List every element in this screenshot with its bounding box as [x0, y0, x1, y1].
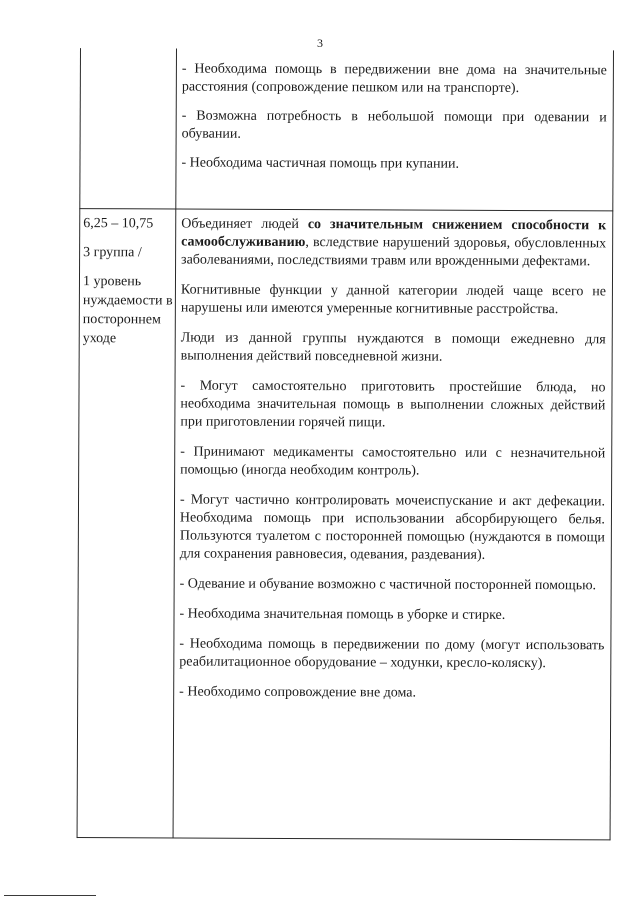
text-run: - Необходима значительная помощь в уборке и стирке.	[179, 606, 506, 623]
group-label: 3 группа /	[83, 245, 142, 261]
group-description-cell	[179, 216, 606, 716]
page-number: 3	[317, 36, 323, 50]
score-range: 6,25 – 10,75	[83, 216, 154, 232]
text-run: Люди из данной группы нуждаются в помощи ежедневно для выполнения действий повседневной жизни.	[180, 330, 606, 365]
table-row-divider	[79, 208, 613, 211]
description-paragraph	[181, 216, 606, 272]
text-run: - Могут самостоятельно приготовить простейшие блюда, но необходима значительная помощь в выполнении сложных действий при приготовлении горячей пищи.	[180, 378, 606, 431]
description-paragraph	[180, 444, 605, 482]
description-paragraph	[181, 155, 606, 175]
description-paragraph	[179, 606, 604, 626]
group-cell	[83, 214, 180, 358]
care-level-label: 1 уровень нуждаемости в постороннем уходе	[82, 274, 173, 347]
footnote-rule	[4, 895, 96, 896]
description-paragraph	[179, 684, 604, 704]
description-paragraph	[179, 636, 604, 674]
text-run: - Необходимо сопровождение вне дома.	[179, 684, 417, 701]
text-run: Когнитивные функции у данной категории людей чаще всего не нарушены или имеются умеренные когнитивные расстройства.	[180, 282, 606, 318]
description-paragraph	[180, 576, 605, 596]
table-column-divider	[173, 48, 177, 838]
description-paragraph	[180, 492, 605, 566]
description-paragraph	[182, 61, 607, 99]
assessment-table	[61, 48, 619, 850]
text-run: - Необходима помощь в передвижении вне дома на значительные расстояния (сопровождение пешком или на транспорте).	[181, 61, 607, 96]
upper-description-cell	[181, 61, 607, 186]
description-paragraph	[182, 108, 607, 146]
text-run: - Одевание и обувание возможно с частичной посторонней помощью.	[179, 576, 597, 594]
description-paragraph	[180, 378, 605, 434]
table-border-right	[610, 50, 614, 840]
text-run: - Принимают медикаменты самостоятельно или с незначительной помощью (иногда необходим контроль).	[180, 444, 606, 479]
description-paragraph	[181, 282, 606, 320]
table-border-bottom	[77, 837, 611, 840]
text-run: - Необходима частичная помощь при купании.	[181, 155, 460, 172]
text-run: Объединяет людей	[181, 216, 308, 233]
table-border-left	[77, 48, 81, 838]
text-run: - Необходима помощь в передвижении по дому (могут использовать реабилитационное оборудование – ходунки, кресло-коляску).	[179, 636, 605, 672]
text-run: - Возможна потребность в небольшой помощи при одевании и обувании.	[181, 108, 607, 142]
text-run: , вследствие нарушений здоровья, обусловленных заболеваниями, последствиями травм или врожденными дефектами.	[181, 235, 607, 270]
description-paragraph	[181, 330, 606, 368]
bold-text-run: со значительным снижением способности к самообслуживанию	[181, 217, 607, 251]
text-run: - Могут частично контролировать мочеиспускание и акт дефекации. Необходима помощь при использовании абсорбирующего белья. Пользуются туалетом с посторонней помощью (нуждаются в помощи для сохранения равновесия, одевания, раздевания).	[179, 492, 606, 563]
